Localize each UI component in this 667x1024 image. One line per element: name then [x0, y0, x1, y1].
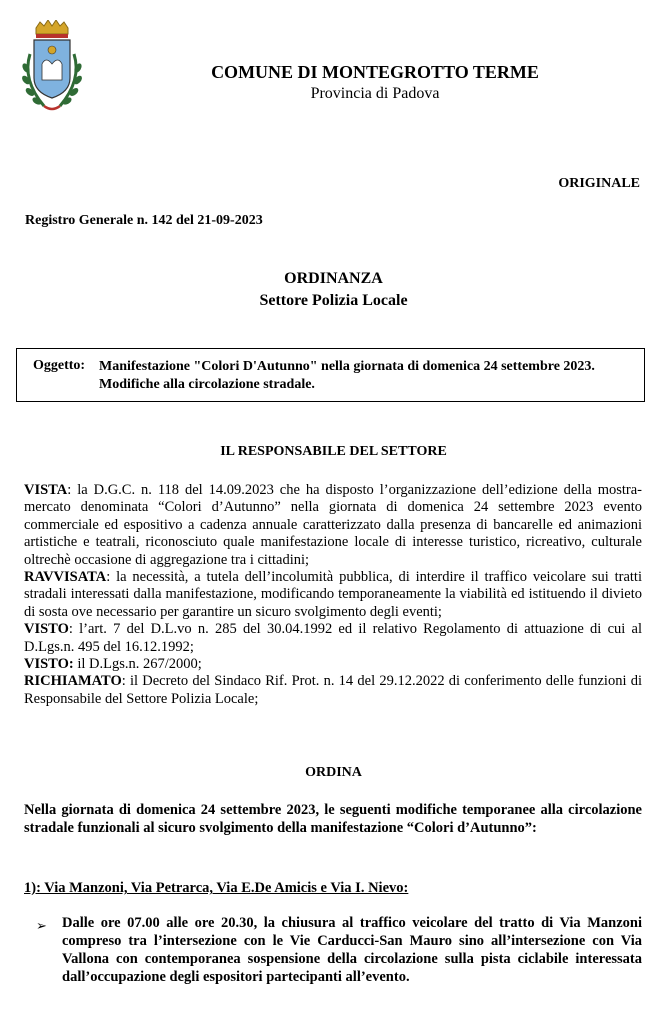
- premise-label: VISTO:: [24, 656, 74, 673]
- ordinanza-settore: Settore Polizia Locale: [259, 292, 408, 309]
- oggetto-label: Oggetto:: [33, 358, 86, 373]
- premise-label: VISTA: [24, 482, 68, 498]
- premise-label: RICHIAMATO: [24, 673, 122, 690]
- premise-vista: [24, 482, 642, 569]
- premise-ravvisata: [24, 569, 642, 621]
- premise-visto-1: [24, 621, 642, 656]
- premise-text: il D.Lgs.n. 267/2000;: [73, 656, 202, 673]
- municipal-crest-icon: [20, 20, 84, 118]
- responsabile-heading: IL RESPONSABILE DEL SETTORE: [220, 444, 447, 459]
- oggetto-text: Manifestazione "Colori D'Autunno" nella giornata di domenica 24 settembre 2023. Modifiche alla circolazione stradale.: [99, 359, 595, 392]
- premise-text: : la necessità, a tutela dell’incolumità pubblica, di interdire il traffico veicolare sui tratti stradali interessati dalla manifestazione, modificando temporaneamente la viabilità ed istituendo il divieto di sosta ove necessario per garantire un sicuro svolgimento degli eventi;: [24, 569, 642, 620]
- premise-visto-2: [24, 656, 642, 673]
- premise-text: : il Decreto del Sindaco Rif. Prot. n. 14 del 29.12.2022 di conferimento delle funzioni di Responsabile del Settore Polizia Locale;: [24, 673, 642, 707]
- document-status: ORIGINALE: [558, 176, 640, 191]
- premises-block: [24, 482, 642, 708]
- premise-text: : l’art. 7 del D.L.vo n. 285 del 30.04.1992 ed il relativo Regolamento di attuazione di cui al D.Lgs.n. 495 del 16.12.1992;: [24, 621, 642, 655]
- provincia-name: Provincia di Padova: [310, 85, 440, 102]
- section-1-title: 1): Via Manzoni, Via Petrarca, Via E.De Amicis e Via I. Nievo:: [24, 880, 409, 896]
- ordinanza-title: ORDINANZA: [284, 270, 383, 287]
- premise-label: VISTO: [24, 621, 69, 638]
- ordina-intro: Nella giornata di domenica 24 settembre 2023, le seguenti modifiche temporanee alla circolazione stradale funzionali al sicuro svolgimento della manifestazione “Colori d’Autunno”:: [24, 802, 642, 836]
- comune-name: COMUNE DI MONTEGROTTO TERME: [211, 62, 539, 82]
- ordina-heading: ORDINA: [305, 765, 362, 780]
- premise-label: RAVVISATA: [24, 569, 107, 586]
- premise-richiamato: [24, 673, 642, 708]
- bullet-1-text: Dalle ore 07.00 alle ore 20.30, la chiusura al traffico veicolare del tratto di Via Manzoni compreso tra l’intersezione con le Vie Carducci-San Mauro sino all’intersezione con Via Vallona con contemporanea sospensione della circolazione sulla pista ciclabile interessata dall’occupazione degli espositori partecipanti all’evento.: [62, 915, 642, 985]
- oggetto-box: [16, 348, 645, 402]
- registro-generale: Registro Generale n. 142 del 21-09-2023: [25, 213, 263, 228]
- premise-text: : la D.G.C. n. 118 del 14.09.2023 che ha disposto l’organizzazione dell’edizione della mostra-mercato denominata “Colori d’Autunno” nella giornata di domenica 24 settembre 2023 evento commerciale ed espositivo a cadenza annuale caratterizzato dalla presenza di bancarelle ed animazioni artistiche e teatrali, riconosciuto quale manifestazione locale di interesse turistico, ricreativo, culturale oltrechè occasione di aggregazione tra i cittadini;: [24, 482, 642, 568]
- arrow-bullet-icon: ➢: [36, 918, 47, 933]
